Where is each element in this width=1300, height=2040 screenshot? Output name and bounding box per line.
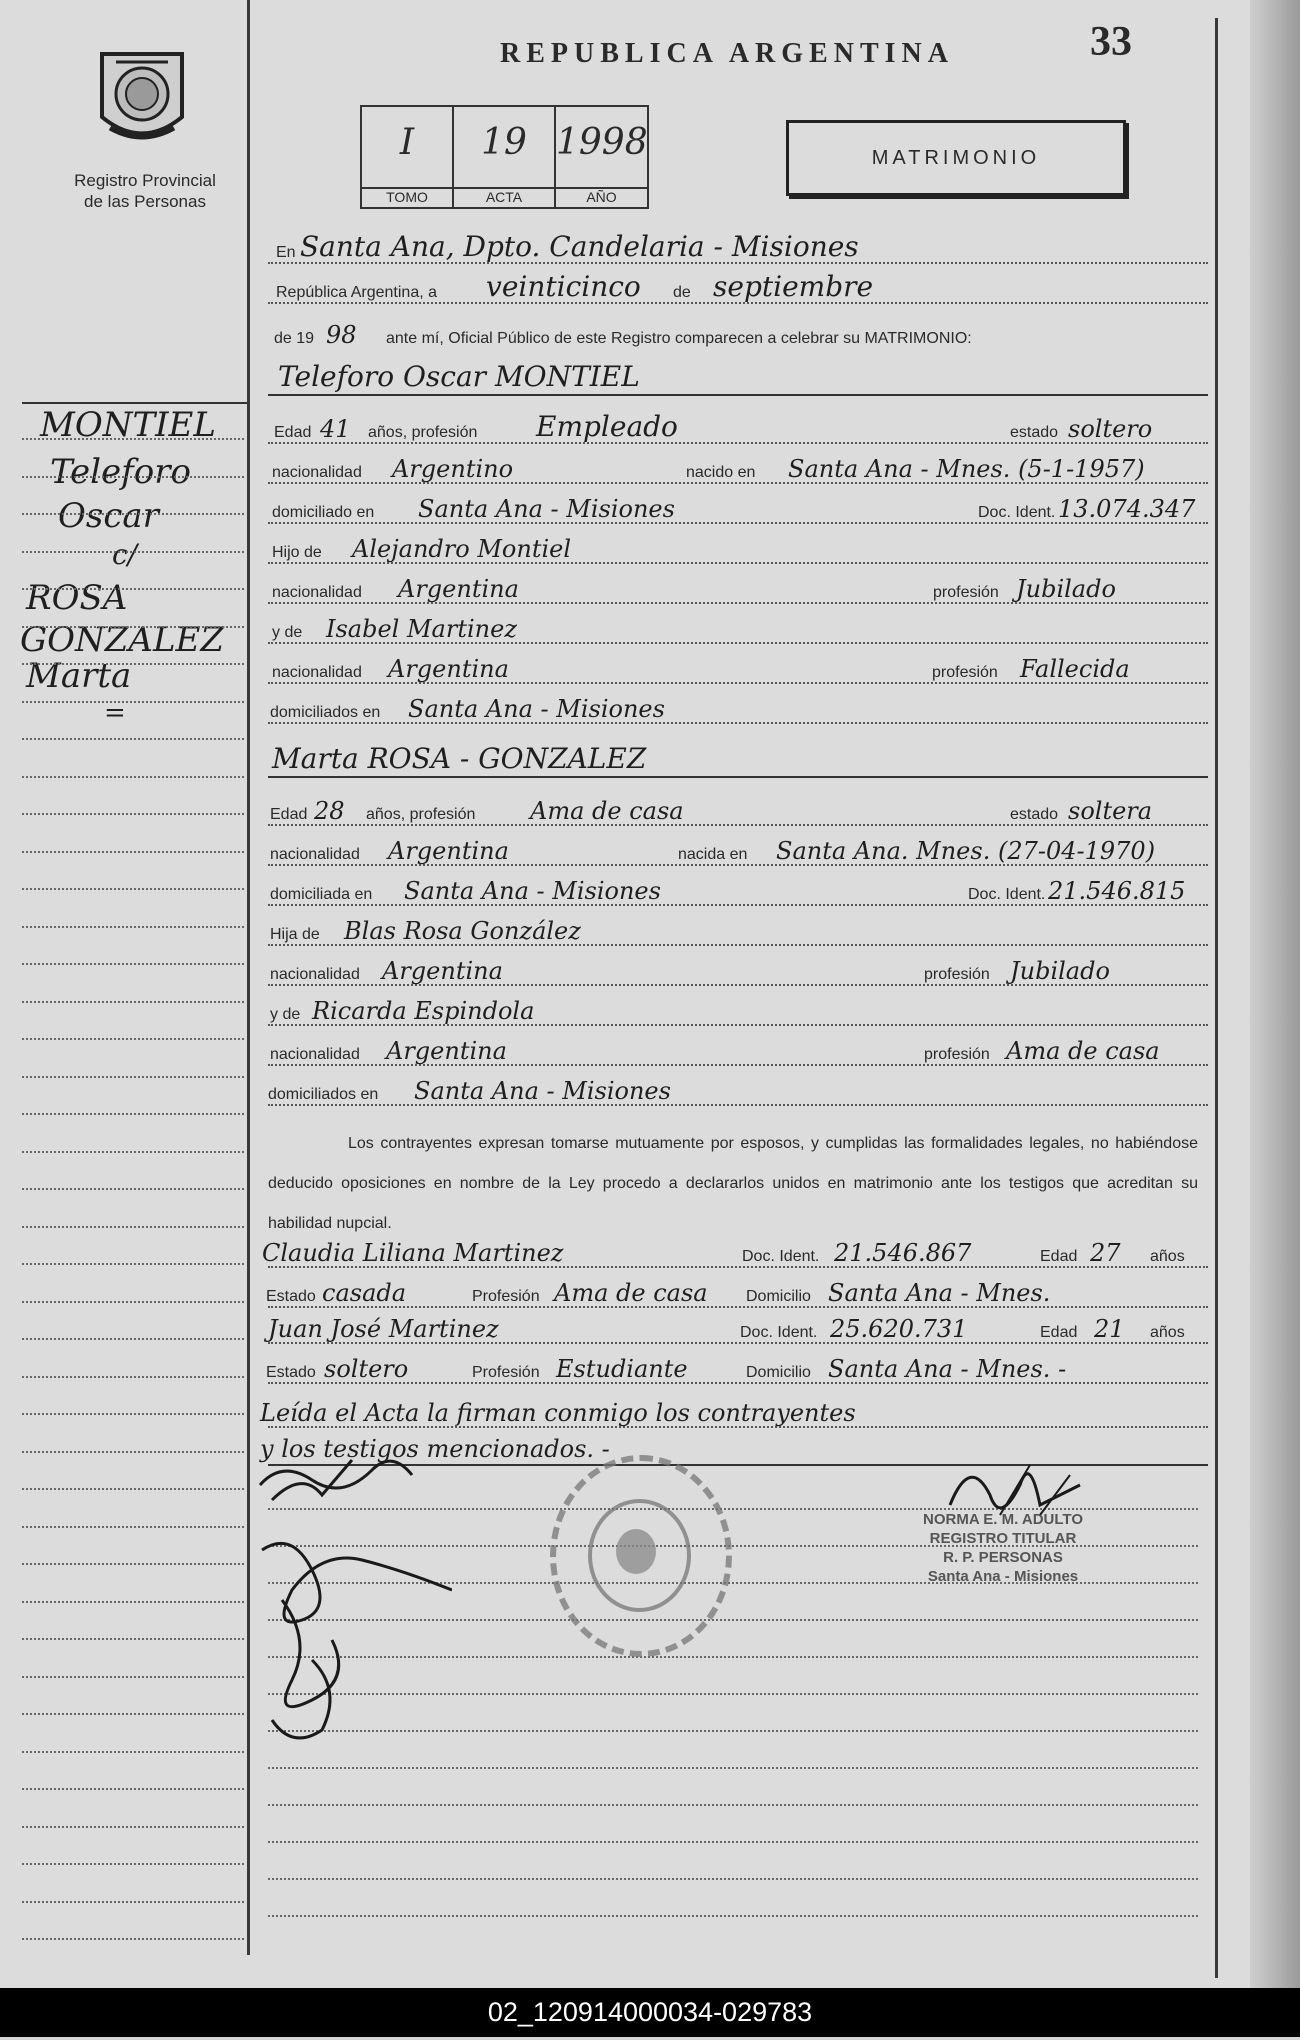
closing-text-2: y los testigos mencionados. - (260, 1435, 610, 1463)
groom-father-label: Hijo de (272, 544, 322, 561)
groom-age: 41 (320, 415, 351, 443)
margin-divider (247, 0, 250, 1955)
margin-note-4: c/ (112, 538, 138, 571)
bride-edad-label: Edad (270, 806, 308, 823)
margin-ruled-line (22, 1676, 244, 1678)
day-value: veinticinco (486, 270, 641, 303)
margin-ruled-line (22, 1863, 244, 1865)
intro-place-row (268, 228, 1208, 268)
margin-ruled-line (22, 1038, 244, 1040)
bride-nac-label: nacionalidad (270, 846, 360, 863)
witness2-age: 21 (1094, 1315, 1125, 1343)
groom-father-nat: Argentina (398, 575, 519, 603)
witness2-doc-label: Doc. Ident. (740, 1324, 818, 1341)
acta-value: 19 (481, 122, 527, 163)
witness2-anos-label: años (1150, 1324, 1185, 1341)
margin-ruled-line (22, 1301, 244, 1303)
groom-doc: 13.074.347 (1058, 495, 1196, 523)
de-label: de (673, 284, 691, 301)
groom-father-nat-row (268, 568, 1208, 608)
groom-nacido-label: nacido en (686, 464, 756, 481)
bride-doc: 21.546.815 (1048, 877, 1186, 905)
margin-ruled-line (22, 513, 244, 515)
groom-mother-row (268, 608, 1208, 648)
groom-father-row (268, 528, 1208, 568)
witness1-details-row (268, 1272, 1208, 1312)
witness1-profession: Ama de casa (554, 1279, 708, 1307)
bride-estado-label: estado (1010, 806, 1059, 823)
margin-note-1: MONTIEL (40, 405, 216, 445)
margin-ruled-line (22, 1526, 244, 1528)
groom-parents-dom-label: domiciliados en (270, 704, 381, 721)
margin-ruled-line (22, 1938, 244, 1940)
groom-mother: Isabel Martinez (326, 615, 517, 643)
margin-ruled-line (22, 1188, 244, 1190)
witness1-estado-label: Estado (266, 1288, 316, 1305)
official-round-seal (550, 1455, 732, 1657)
place-value: Santa Ana, Dpto. Candelaria - Misiones (300, 230, 859, 263)
witness2-edad-label: Edad (1040, 1324, 1078, 1341)
bride-age: 28 (314, 797, 345, 825)
margin-ruled-line (22, 813, 244, 815)
anio-label: AÑO (556, 187, 647, 205)
intro-year-row (268, 314, 1208, 354)
margin-ruled-line (22, 1451, 244, 1453)
witness2-name: Juan José Martinez (268, 1315, 499, 1343)
month-value: septiembre (713, 270, 874, 303)
margin-note-3: Oscar (58, 496, 159, 536)
margin-ruled-line (22, 888, 244, 890)
witness1-age: 27 (1090, 1239, 1121, 1267)
groom-profession: Empleado (536, 410, 678, 443)
registry-seal-icon (92, 42, 192, 152)
bride-father-prof: Jubilado (1010, 957, 1110, 985)
margin-ruled-line (22, 1113, 244, 1115)
acta-label: ACTA (454, 187, 554, 205)
margin-ruled-line (22, 1151, 244, 1153)
anio-value: 1998 (556, 122, 648, 163)
witness1-doc: 21.546.867 (834, 1239, 972, 1267)
registry-line-1: Registro Provincial (74, 171, 216, 190)
year-prefix: de 19 (274, 330, 315, 347)
margin-ruled-line (22, 1638, 244, 1640)
bride-mother-label: y de (270, 1006, 301, 1023)
stamp-office: R. P. PERSONAS (943, 1549, 1063, 1566)
declaration-text: Los contrayentes expresan tomarse mutuamente por esposos, y cumplidas las formalidades legales, no habiéndose deducido oposiciones en nombre de la Ley procedo a declararlos unidos en matrimonio ante los testigos que acreditan su habilidad nupcial. (268, 1135, 1198, 1232)
margin-note-6: GONZALEZ (20, 620, 224, 660)
groom-doc-label: Doc. Ident. (978, 504, 1056, 521)
margin-note-8: = (104, 698, 126, 728)
witness2-profession: Estudiante (556, 1355, 688, 1383)
margin-ruled-line (22, 963, 244, 965)
groom-mother-prof-label: profesión (932, 664, 998, 681)
bride-marital: soltera (1068, 797, 1153, 825)
groom-anos-label: años, profesión (368, 424, 478, 441)
margin-ruled-line (22, 1601, 244, 1603)
year-suffix: 98 (326, 321, 357, 349)
bride-nacido-label: nacida en (678, 846, 748, 863)
margin-ruled-line (22, 438, 244, 440)
bride-mother: Ricarda Espindola (312, 997, 535, 1025)
groom-mother-prof: Fallecida (1020, 655, 1130, 683)
groom-domicile-row (268, 488, 1208, 528)
record-number-box (360, 105, 649, 209)
stamp-title: REGISTRO TITULAR (929, 1530, 1077, 1547)
groom-nationality-row (268, 448, 1208, 488)
margin-ruled-line (22, 926, 244, 928)
margin-ruled-line (22, 1713, 244, 1715)
republica-label: República Argentina, a (276, 284, 437, 301)
page-shadow (1250, 0, 1300, 1988)
groom-father: Alejandro Montiel (352, 535, 572, 563)
bride-father-row (268, 910, 1208, 950)
groom-parents-dom: Santa Ana - Misiones (408, 695, 665, 723)
registry-line-2: de las Personas (84, 192, 206, 211)
witness2-estado: soltero (324, 1355, 409, 1383)
witness1-name: Claudia Liliana Martinez (262, 1239, 564, 1267)
bride-domicile: Santa Ana - Misiones (404, 877, 661, 905)
record-type-box: MATRIMONIO (786, 120, 1126, 196)
tomo-cell (362, 107, 454, 207)
witness1-doc-label: Doc. Ident. (742, 1248, 820, 1265)
bride-father-nat: Argentina (382, 957, 503, 985)
witness1-edad-label: Edad (1040, 1248, 1078, 1265)
margin-note-2: Teleforo (50, 452, 191, 492)
bride-domicile-row (268, 870, 1208, 910)
groom-domicile: Santa Ana - Misiones (418, 495, 675, 523)
margin-top-rule (22, 402, 247, 404)
bride-father-label: Hija de (270, 926, 320, 943)
official-stamp-text (888, 1510, 1118, 1586)
groom-mother-nat-label: nacionalidad (272, 664, 362, 681)
margin-ruled-line (22, 1751, 244, 1753)
closing-line-1 (260, 1392, 1208, 1432)
acta-cell (454, 107, 556, 207)
witness2-prof-label: Profesión (472, 1364, 540, 1381)
groom-nac-label: nacionalidad (272, 464, 362, 481)
groom-dom-label: domiciliado en (272, 504, 375, 521)
bride-birthplace: Santa Ana. Mnes. (27-04-1970) (776, 837, 1156, 865)
groom-nationality: Argentino (392, 455, 514, 483)
bride-mother-nat-label: nacionalidad (270, 1046, 360, 1063)
margin-ruled-line (22, 1338, 244, 1340)
country-title: REPUBLICA ARGENTINA (500, 38, 954, 69)
groom-estado-label: estado (1010, 424, 1059, 441)
en-label: En (276, 244, 296, 261)
margin-ruled-line (22, 1488, 244, 1490)
bride-parents-dom-row (268, 1070, 1208, 1110)
bride-profession: Ama de casa (530, 797, 684, 825)
bride-father-nat-label: nacionalidad (270, 966, 360, 983)
groom-name: Teleforo Oscar MONTIEL (278, 360, 640, 393)
bride-father-nat-row (268, 950, 1208, 990)
margin-ruled-line (22, 1076, 244, 1078)
page-number: 33 (1090, 19, 1132, 65)
bride-parents-dom-label: domiciliados en (268, 1086, 379, 1103)
groom-edad-label: Edad (274, 424, 312, 441)
groom-mother-label: y de (272, 624, 303, 641)
bride-name-row (268, 740, 1208, 780)
witness2-details-row (268, 1348, 1208, 1388)
margin-ruled-line (22, 1901, 244, 1903)
witness1-dom-label: Domicilio (746, 1288, 811, 1305)
margin-ruled-line (22, 551, 244, 553)
witness2-domicile: Santa Ana - Mnes. - (828, 1355, 1067, 1383)
margin-ruled-line (22, 738, 244, 740)
margin-ruled-line (22, 701, 244, 703)
groom-father-prof-label: profesión (933, 584, 999, 601)
groom-birthplace: Santa Ana - Mnes. (5-1-1957) (788, 455, 1145, 483)
margin-ruled-line (22, 1413, 244, 1415)
margin-ruled-line (22, 626, 244, 628)
margin-ruled-line (22, 1826, 244, 1828)
bride-mother-prof: Ama de casa (1006, 1037, 1160, 1065)
bride-nationality: Argentina (388, 837, 509, 865)
anio-cell (556, 107, 647, 207)
tomo-value: I (399, 122, 415, 163)
bride-mother-nat-row (268, 1030, 1208, 1070)
witness2-dom-label: Domicilio (746, 1364, 811, 1381)
witness1-estado: casada (322, 1279, 407, 1307)
witness1-prof-label: Profesión (472, 1288, 540, 1305)
witness1-anos-label: años (1150, 1248, 1185, 1265)
witness2-name-row (268, 1308, 1208, 1348)
bride-dom-label: domiciliada en (270, 886, 373, 903)
registry-label (55, 170, 235, 212)
footer-filename: 02_120914000034-029783 (0, 1988, 1300, 2037)
witness1-name-row (262, 1232, 1208, 1272)
closing-text-1: Leída el Acta la firman conmigo los contrayentes (260, 1399, 856, 1427)
bride-father-prof-label: profesión (924, 966, 990, 983)
bride-mother-row (268, 990, 1208, 1030)
groom-father-nat-label: nacionalidad (272, 584, 362, 601)
groom-mother-nat: Argentina (388, 655, 509, 683)
bride-nationality-row (268, 830, 1208, 870)
margin-ruled-line (22, 1788, 244, 1790)
margin-ruled-line (22, 851, 244, 853)
stamp-place: Santa Ana - Misiones (927, 1568, 1079, 1585)
groom-father-prof: Jubilado (1016, 575, 1116, 603)
bride-age-row (268, 790, 1208, 830)
bride-parents-dom: Santa Ana - Misiones (414, 1077, 671, 1105)
bride-name: Marta ROSA - GONZALEZ (272, 742, 647, 775)
margin-ruled-line (22, 1226, 244, 1228)
signatures-handwritten (252, 1440, 452, 2040)
bride-mother-nat: Argentina (386, 1037, 507, 1065)
stamp-name: NORMA E. M. ADULTO (923, 1511, 1083, 1528)
margin-note-7: Marta (26, 656, 132, 696)
margin-note-5: ROSA (26, 578, 128, 618)
margin-ruled-line (22, 588, 244, 590)
groom-mother-nat-row (268, 648, 1208, 688)
bride-anos-label: años, profesión (366, 806, 476, 823)
groom-age-row (268, 408, 1208, 448)
groom-parents-dom-row (268, 688, 1208, 728)
witness2-estado-label: Estado (266, 1364, 316, 1381)
bride-mother-prof-label: profesión (924, 1046, 990, 1063)
bride-father: Blas Rosa González (344, 917, 581, 945)
intro-date-row (268, 268, 1208, 308)
margin-ruled-line (22, 1263, 244, 1265)
bride-doc-label: Doc. Ident. (968, 886, 1046, 903)
margin-ruled-line (22, 476, 244, 478)
margin-ruled-line (22, 663, 244, 665)
page-right-border (1215, 18, 1218, 1978)
margin-ruled-line (22, 1563, 244, 1565)
witness2-doc: 25.620.731 (830, 1315, 968, 1343)
statement-text: ante mí, Oficial Público de este Registro comparecen a celebrar su MATRIMONIO: (386, 330, 972, 347)
margin-ruled-line (22, 1001, 244, 1003)
groom-marital: soltero (1068, 415, 1153, 443)
witness1-domicile: Santa Ana - Mnes. (828, 1279, 1051, 1307)
groom-name-row (268, 358, 1208, 398)
tomo-label: TOMO (362, 187, 452, 205)
margin-ruled-line (22, 1376, 244, 1378)
margin-ruled-line (22, 776, 244, 778)
